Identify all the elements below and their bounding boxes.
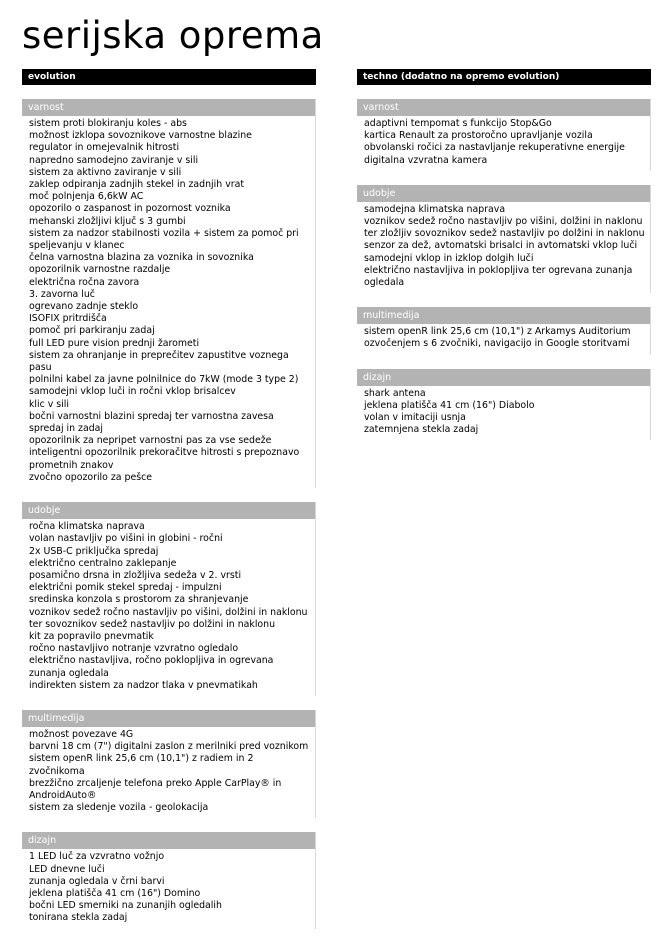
column-techno: [357, 69, 651, 454]
column-header-evolution: evolution: [22, 69, 316, 85]
section-dizajn: [357, 369, 651, 441]
list-item: digitalna vzvratna kamera: [364, 154, 488, 166]
section-varnost: [22, 99, 316, 488]
list-item: full LED pure vision prednji žarometi: [29, 337, 200, 349]
list-item: zunanja ogledala v črni barvi: [29, 875, 165, 887]
list-item: polnilni kabel za javne polnilnice do 7kW (mode 3 type 2): [29, 374, 299, 386]
list-item: možnost izklopa sovoznikove varnostne blazine: [29, 130, 252, 142]
list-item: samodejna klimatska naprava: [364, 203, 506, 215]
list-item: ter sovoznikov sedež nastavljiv po dolžini in naklonu: [29, 618, 276, 630]
list-item: LED dnevne luči: [29, 863, 105, 875]
list-item: jeklena platišča 41 cm (16") Diabolo: [364, 399, 535, 411]
list-item: električno nastavljiva in poklopljiva ter ogrevana zunanja ogledala: [364, 264, 633, 289]
list-item: električno centralno zaklepanje: [29, 557, 177, 569]
list-item: napredno samodejno zaviranje v sili: [29, 154, 199, 166]
list-item: sredinska konzola s prostorom za shranjevanje: [29, 594, 249, 606]
list-item: ročna klimatska naprava: [29, 521, 145, 533]
list-item: električna ročna zavora: [29, 276, 140, 288]
section-varnost: [357, 99, 651, 171]
item-list: [357, 326, 650, 354]
list-item: klic v sili: [29, 398, 69, 410]
section-heading: multimedija: [357, 307, 650, 324]
list-item: bočni LED smerniki na zunanjih ogledalih: [29, 900, 222, 912]
list-item: 1 LED luč za vzvratno vožnjo: [29, 851, 165, 863]
list-item: brezžično zrcaljenje telefona preko Apple CarPlay® in AndroidAuto®: [29, 777, 282, 801]
list-item: inteligentni opozorilnik prekoračitve hitrosti s prepoznavo prometnih znakov: [29, 447, 300, 471]
item-list: [357, 118, 650, 171]
list-item: opozorilnik za nepripet varnostni pas za vse sedeže: [29, 435, 272, 447]
section-udobje: [22, 502, 316, 696]
list-item: regulator in omejevalnik hitrosti: [29, 142, 180, 154]
list-item: shark antena: [364, 387, 426, 399]
section-heading: dizajn: [357, 369, 650, 386]
list-item: barvni 18 cm (7") digitalni zaslon z merilniki pred voznikom: [29, 741, 309, 753]
list-item: možnost povezave 4G: [29, 728, 134, 740]
list-item: opozorilnik varnostne razdalje: [29, 264, 171, 276]
list-item: voznikov sedež ročno nastavljiv po višini, dolžini in naklonu: [364, 216, 643, 228]
list-item: zaklep odpiranja zadnjih stekel in zadnjih vrat: [29, 179, 245, 191]
list-item: 2x USB-C priključka spredaj: [29, 545, 159, 557]
list-item: ročno nastavljivo notranje vzvratno ogledalo: [29, 643, 239, 655]
item-list: [22, 851, 315, 928]
list-item: sistem openR link 25,6 cm (10,1") z Arkamys Auditorium ozvočenjem s 6 zvočniki, navigacijo in Google storitvami: [364, 326, 631, 350]
section-multimedija: [22, 710, 316, 818]
section-heading: varnost: [357, 99, 650, 116]
section-heading: udobje: [22, 502, 315, 519]
list-item: električno nastavljiva, ročno poklopljiva in ogrevana zunanja ogledala: [29, 655, 274, 679]
section-udobje: [357, 185, 651, 293]
list-item: volan v imitaciji usnja: [364, 412, 466, 424]
section-heading: varnost: [22, 99, 315, 116]
list-item: bočni varnostni blazini spredaj ter varnostna zavesa spredaj in zadaj: [29, 410, 274, 435]
list-item: ogrevano zadnje steklo: [29, 301, 139, 313]
section-dizajn: [22, 832, 316, 928]
list-item: čelna varnostna blazina za voznika in sovoznika: [29, 252, 254, 264]
list-item: posamično drsna in zložljiva sedeža v 2. vrsti: [29, 569, 242, 581]
list-item: kartica Renault za prostoročno upravljanje vozila: [364, 130, 593, 142]
list-item: zvočno opozorilo za pešce: [29, 471, 153, 483]
list-item: mehanski zložljivi ključ s 3 gumbi: [29, 215, 186, 227]
item-list: [357, 388, 650, 441]
list-item: zatemnjena stekla zadaj: [364, 424, 479, 436]
list-item: sistem za aktivno zaviranje v sili: [29, 166, 182, 178]
page-title: serijska oprema: [22, 14, 324, 57]
list-item: tonirana stekla zadaj: [29, 912, 128, 924]
list-item: pomoč pri parkiranju zadaj: [29, 325, 155, 337]
list-item: volan nastavljiv po višini in globini - ročni: [29, 533, 223, 545]
list-item: voznikov sedež ročno nastavljiv po višini, dolžini in naklonu: [29, 606, 308, 618]
list-item: samodejni vklop luči in ročni vklop brisalcev: [29, 386, 236, 398]
list-item: samodejni vklop in izklop dolgih luči: [364, 252, 534, 264]
list-item: sistem za nadzor stabilnosti vozila + sistem za pomoč pri speljevanju v klanec: [29, 227, 299, 252]
list-item: sistem openR link 25,6 cm (10,1") z radiem in 2 zvočnikoma: [29, 753, 254, 777]
item-list: [22, 729, 315, 818]
column-header-techno: techno (dodatno na opremo evolution): [357, 69, 651, 85]
list-item: jeklena platišča 41 cm (16") Domino: [29, 887, 201, 899]
item-list: [357, 204, 650, 293]
section-heading: udobje: [357, 185, 650, 202]
item-list: [22, 521, 315, 696]
list-item: sistem za sledenje vozila - geolokacija: [29, 802, 209, 814]
item-list: [22, 118, 315, 488]
list-item: moč polnjenja 6,6kW AC: [29, 191, 144, 203]
column-evolution: [22, 69, 316, 943]
list-item: senzor za dež, avtomatski brisalci in avtomatski vklop luči: [364, 240, 638, 252]
list-item: obvolanski ročici za nastavljanje rekuperativne energije: [364, 142, 625, 154]
list-item: kit za popravilo pnevmatik: [29, 630, 154, 642]
section-heading: multimedija: [22, 710, 315, 727]
list-item: 3. zavorna luč: [29, 288, 95, 300]
list-item: ISOFIX pritrdišča: [29, 313, 107, 325]
sections-techno: [357, 99, 651, 440]
list-item: električni pomik stekel spredaj - impulzni: [29, 582, 222, 594]
list-item: sistem proti blokiranju koles - abs: [29, 118, 187, 129]
list-item: opozorilo o zaspanost in pozornost voznika: [29, 203, 231, 215]
section-multimedija: [357, 307, 651, 354]
sections-evolution: [22, 99, 316, 929]
list-item: adaptivni tempomat s funkcijo Stop&Go: [364, 118, 552, 129]
list-item: sistem za ohranjanje in preprečitev zapustitve voznega pasu: [29, 349, 289, 374]
list-item: ter zložljiv sovoznikov sedež nastavljiv po dolžini in naklonu: [364, 228, 645, 240]
list-item: indirekten sistem za nadzor tlaka v pnevmatikah: [29, 679, 258, 691]
section-heading: dizajn: [22, 832, 315, 849]
